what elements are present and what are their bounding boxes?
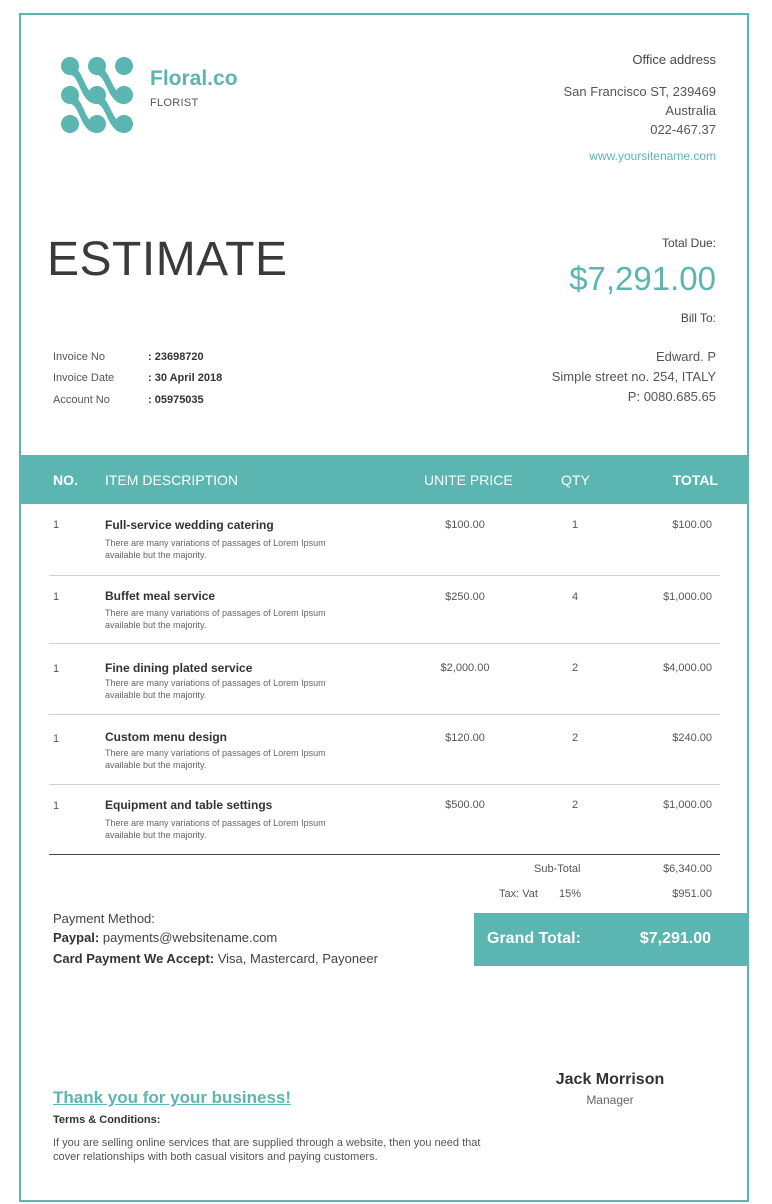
col-description-header: ITEM DESCRIPTION <box>105 472 239 488</box>
table-row-total: $240.00 <box>672 732 712 744</box>
paypal-line <box>53 930 277 945</box>
invoice-date-label: Invoice Date <box>53 372 115 384</box>
row-divider <box>49 784 720 785</box>
table-row-title: Fine dining plated service <box>105 661 253 675</box>
thank-you-link[interactable]: Thank you for your business! <box>53 1088 292 1107</box>
row-divider <box>49 575 720 576</box>
invoice-no-value: : 23698720 <box>148 351 204 363</box>
bill-to-address: Simple street no. 254, ITALY <box>551 369 716 384</box>
table-row-desc: There are many variations of passages of Lorem Ipsum available but the majority. <box>105 678 326 700</box>
terms-text: If you are selling online services that are supplied through a website, then you need that cover relationships with both casual visitors and paying customers. <box>53 1137 481 1163</box>
subtotal-label: Sub-Total <box>534 863 581 875</box>
payment-heading: Payment Method: <box>53 911 155 926</box>
cards-label: Card Payment We Accept: <box>53 951 215 966</box>
table-row-title: Full-service wedding catering <box>105 518 274 532</box>
table-row-total: $1,000.00 <box>663 799 712 811</box>
document-title: ESTIMATE <box>47 233 288 286</box>
grand-total-box <box>474 913 748 966</box>
total-due-label: Total Due: <box>661 236 716 250</box>
table-row-qty: 2 <box>571 799 579 811</box>
table-row-no: 1 <box>53 663 60 675</box>
table-row-desc: There are many variations of passages of Lorem Ipsum available but the majority. <box>105 538 326 560</box>
table-row-price: $120.00 <box>445 732 485 744</box>
tax-value: $951.00 <box>672 888 712 900</box>
col-total-header: TOTAL <box>672 472 718 488</box>
row-divider <box>49 714 720 715</box>
table-row-title: Equipment and table settings <box>105 798 273 812</box>
table-bottom-rule <box>49 854 720 855</box>
table-row-total: $4,000.00 <box>663 662 712 674</box>
table-row-qty: 4 <box>571 591 579 603</box>
table-row-price: $2,000.00 <box>440 662 490 674</box>
account-no-value: : 05975035 <box>148 394 204 406</box>
col-price-header: UNITE PRICE <box>424 472 513 488</box>
table-row-total: $100.00 <box>672 519 712 531</box>
grand-total-value: $7,291.00 <box>639 930 711 947</box>
bill-to-phone: P: 0080.685.65 <box>627 389 716 404</box>
table-row-price: $100.00 <box>445 519 485 531</box>
table-row-desc: There are many variations of passages of Lorem Ipsum available but the majority. <box>105 818 326 840</box>
office-phone: 022-467.37 <box>650 122 716 137</box>
brand-tagline: FLORIST <box>150 97 199 109</box>
table-row-desc: There are many variations of passages of Lorem Ipsum available but the majority. <box>105 608 326 630</box>
tax-label: Tax: Vat <box>499 888 538 900</box>
signer-name: Jack Morrison <box>555 1071 665 1088</box>
col-no-header: NO. <box>53 472 78 488</box>
table-row-no: 1 <box>53 800 60 812</box>
bill-to-label: Bill To: <box>680 311 716 325</box>
invoice-date-value: : 30 April 2018 <box>148 372 223 384</box>
office-country: Australia <box>665 103 716 118</box>
cards-list: Visa, Mastercard, Payoneer <box>217 951 378 966</box>
invoice-no-label: Invoice No <box>53 351 105 363</box>
table-row-title: Custom menu design <box>105 730 228 744</box>
paypal-label: Paypal: <box>53 930 100 945</box>
table-row-price: $250.00 <box>445 591 485 603</box>
table-row-qty: 2 <box>571 732 579 744</box>
bill-to-name: Edward. P <box>656 349 716 364</box>
table-row-qty: 2 <box>571 662 579 674</box>
table-row-no: 1 <box>53 733 60 745</box>
col-qty-header: QTY <box>561 472 590 488</box>
table-row-qty: 1 <box>571 519 579 531</box>
subtotal-value: $6,340.00 <box>663 863 712 875</box>
total-due-amount: $7,291.00 <box>569 260 716 297</box>
table-row-desc: There are many variations of passages of Lorem Ipsum available but the majority. <box>105 748 326 770</box>
cards-line <box>53 951 378 966</box>
table-row-no: 1 <box>53 591 60 603</box>
brand-name: Floral.co <box>150 67 238 90</box>
items-table-header <box>19 455 748 504</box>
website-link[interactable]: www.yoursitename.com <box>589 149 716 163</box>
row-divider <box>49 643 720 644</box>
account-no-label: Account No <box>53 394 110 406</box>
table-row-title: Buffet meal service <box>105 589 216 603</box>
office-street: San Francisco ST, 239469 <box>563 84 716 99</box>
table-row-no: 1 <box>53 519 60 531</box>
office-heading: Office address <box>632 52 716 67</box>
signer-role: Manager <box>586 1093 634 1107</box>
paypal-email: payments@websitename.com <box>102 930 278 945</box>
grand-total-label: Grand Total: <box>487 930 581 947</box>
table-row-total: $1,000.00 <box>663 591 712 603</box>
tax-rate: 15% <box>559 888 582 900</box>
brand-logo-icon <box>60 54 134 136</box>
terms-heading: Terms & Conditions: <box>53 1114 161 1126</box>
table-row-price: $500.00 <box>445 799 485 811</box>
